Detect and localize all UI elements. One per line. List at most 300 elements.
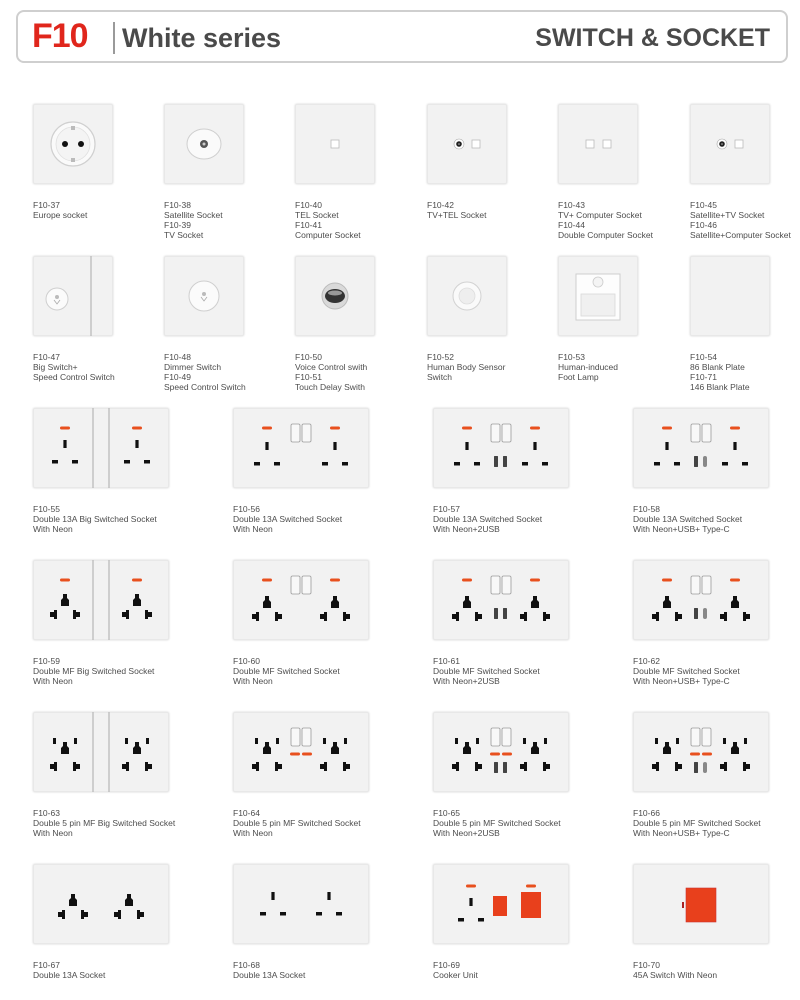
satellite-tv-socket-icon: [690, 104, 770, 184]
five-pin-slot: [73, 762, 80, 771]
product-code: F10-38: [164, 200, 191, 210]
product-description: Touch Delay Swith: [295, 382, 365, 392]
earth-pin-slot: [271, 892, 274, 900]
universal-earth-slot: [133, 594, 141, 606]
product-label: [433, 808, 561, 838]
five-pin-slot: [723, 738, 726, 744]
product-description: Double 5 pin MF Big Switched Socket: [33, 818, 176, 828]
universal-earth-slot: [69, 894, 77, 906]
five-pin-slot: [275, 762, 282, 771]
dimmer-switch-icon: [164, 256, 244, 336]
five-pin-earth-slot: [61, 742, 69, 754]
product-description: Voice Control swith: [295, 362, 368, 372]
product-label: [427, 352, 505, 382]
five-pin-earth-slot: [263, 742, 271, 754]
rocker-switch: [491, 576, 500, 594]
rj-jack: [735, 140, 743, 148]
universal-live-slot: [58, 910, 65, 919]
neon-indicator: [302, 753, 312, 756]
product-label: [164, 200, 223, 240]
product-label: [33, 200, 87, 220]
double-mf-big-switched-socket-icon: [33, 560, 169, 640]
rocker-switch: [702, 728, 711, 746]
live-pin-slot: [454, 462, 460, 466]
product-description: Double MF Big Switched Socket: [33, 666, 155, 676]
five-pin-slot: [74, 738, 77, 744]
rj-jack: [472, 140, 480, 148]
product-description: Europe socket: [33, 210, 88, 220]
neon-indicator: [530, 579, 540, 582]
product-description: Human Body Sensor: [427, 362, 506, 372]
product-code: F10-59: [33, 656, 60, 666]
rocker-switch: [291, 576, 300, 594]
rocker-switch: [702, 576, 711, 594]
product-description: 86 Blank Plate: [690, 362, 745, 372]
neon-indicator: [662, 427, 672, 430]
five-pin-slot: [523, 738, 526, 744]
product-code: F10-62: [633, 656, 660, 666]
product-code: F10-69: [433, 960, 460, 970]
five-pin-slot: [652, 762, 659, 771]
product-description: Double 13A Switched Socket: [633, 514, 743, 524]
universal-earth-slot: [125, 894, 133, 906]
product-description: F10-46: [690, 220, 717, 230]
neutral-pin-slot: [72, 460, 78, 464]
universal-earth-slot: [263, 596, 271, 608]
product-description: Human-induced: [558, 362, 619, 372]
usb-port: [503, 456, 507, 467]
earth-pin-slot: [533, 442, 536, 450]
five-pin-slot: [543, 762, 550, 771]
five-pin-earth-slot: [463, 742, 471, 754]
product-description: Switch: [427, 372, 453, 382]
double-5pin-mf-switched-socket-2usb-icon: [433, 712, 569, 792]
double-mf-switched-socket-icon: [233, 560, 369, 640]
type-c-port: [703, 456, 707, 467]
five-pin-slot: [743, 762, 750, 771]
five-pin-slot: [255, 738, 258, 744]
rocker-switch: [491, 424, 500, 442]
five-pin-slot: [676, 738, 679, 744]
product-code: F10-56: [233, 504, 260, 514]
product-description: Double MF Switched Socket: [433, 666, 540, 676]
universal-earth-slot: [531, 596, 539, 608]
europe-socket-icon: [33, 104, 113, 184]
live-pin-slot: [260, 912, 266, 916]
universal-neutral-slot: [145, 610, 152, 619]
neon-indicator: [330, 579, 340, 582]
live-pin-slot: [458, 918, 464, 922]
rocker-switch: [291, 424, 300, 442]
product-code: F10-55: [33, 504, 60, 514]
product-description: F10-39: [164, 220, 191, 230]
live-pin-slot: [322, 462, 328, 466]
product-description: With Neon: [33, 524, 73, 534]
rocker-switch: [302, 424, 311, 442]
neon-indicator: [290, 753, 300, 756]
neutral-pin-slot: [336, 912, 342, 916]
universal-live-slot: [122, 610, 129, 619]
double-pole-rocker: [686, 888, 716, 922]
earth-pin-slot: [135, 440, 138, 448]
usb-port: [494, 608, 498, 619]
product-code: F10-47: [33, 352, 60, 362]
product-description: With Neon+2USB: [433, 524, 500, 534]
product-label: [633, 504, 742, 534]
type-c-port: [703, 762, 707, 773]
product-label: [233, 504, 342, 534]
product-code: F10-67: [33, 960, 60, 970]
universal-neutral-slot: [343, 612, 350, 621]
live-pin-slot: [722, 462, 728, 466]
neon-indicator: [60, 427, 70, 430]
usb-port: [494, 456, 498, 467]
product-code: F10-45: [690, 200, 717, 210]
type-c-port: [703, 608, 707, 619]
universal-live-slot: [252, 612, 259, 621]
rj-jack: [586, 140, 594, 148]
product-label: [633, 808, 761, 838]
universal-live-slot: [520, 612, 527, 621]
cooker-rocker-small: [493, 896, 507, 916]
universal-neutral-slot: [475, 612, 482, 621]
universal-neutral-slot: [81, 910, 88, 919]
product-description: With Neon: [33, 676, 73, 686]
universal-neutral-slot: [275, 612, 282, 621]
neon-indicator: [490, 753, 500, 756]
product-description: Satellite+Computer Socket: [690, 230, 791, 240]
product-code: F10-70: [633, 960, 660, 970]
earth-clip: [71, 158, 75, 162]
neon-indicator: [682, 902, 684, 908]
pin-hole: [78, 141, 84, 147]
product-label: [233, 656, 340, 686]
five-pin-earth-slot: [133, 742, 141, 754]
usb-port: [694, 608, 698, 619]
rocker-switch: [491, 728, 500, 746]
body-sensor-switch-icon: [427, 256, 507, 336]
product-description: Double 13A Switched Socket: [233, 514, 343, 524]
product-label: [295, 352, 367, 392]
product-description: Double 13A Big Switched Socket: [33, 514, 157, 524]
five-pin-earth-slot: [663, 742, 671, 754]
neon-indicator: [132, 427, 142, 430]
product-code: F10-42: [427, 200, 454, 210]
product-label: [433, 960, 478, 980]
product-label: [690, 200, 791, 240]
header-divider: [113, 22, 115, 54]
usb-port: [503, 762, 507, 773]
product-description: Double 5 pin MF Switched Socket: [233, 818, 361, 828]
product-description: Double MF Switched Socket: [233, 666, 340, 676]
neon-indicator: [262, 427, 272, 430]
five-pin-slot: [344, 738, 347, 744]
rocker-switch: [691, 728, 700, 746]
neon-indicator: [502, 753, 512, 756]
series-name: White series: [122, 23, 282, 53]
earth-pin-slot: [465, 442, 468, 450]
product-description: F10-51: [295, 372, 322, 382]
product-label: [33, 808, 175, 838]
double-5pin-mf-switched-socket-icon: [233, 712, 369, 792]
product-description: Satellite Socket: [164, 210, 223, 220]
earth-pin-slot: [469, 898, 472, 906]
neon-indicator: [330, 427, 340, 430]
45a-switch-icon: [633, 864, 769, 944]
product-description: Double 13A Switched Socket: [433, 514, 543, 524]
usb-port: [494, 762, 498, 773]
usb-port: [694, 762, 698, 773]
blank-plate-icon: [690, 256, 770, 336]
double-13a-big-switched-socket-icon: [33, 408, 169, 488]
usb-port: [694, 456, 698, 467]
neutral-pin-slot: [274, 462, 280, 466]
product-description: F10-49: [164, 372, 191, 382]
five-pin-slot: [145, 762, 152, 771]
product-label: [558, 352, 618, 382]
neutral-pin-slot: [474, 462, 480, 466]
rocker-switch: [291, 728, 300, 746]
five-pin-slot: [520, 762, 527, 771]
product-label: [690, 352, 750, 392]
product-label: [233, 808, 361, 838]
product-description: Double 5 pin MF Switched Socket: [633, 818, 761, 828]
tv-computer-socket-icon: [558, 104, 638, 184]
product-description: 146 Blank Plate: [690, 382, 750, 392]
product-description: With Neon+2USB: [433, 828, 500, 838]
neon-indicator: [530, 427, 540, 430]
five-pin-slot: [720, 762, 727, 771]
neon-indicator: [132, 579, 142, 582]
rocker-switch: [502, 576, 511, 594]
product-code: F10-58: [633, 504, 660, 514]
pin-hole: [62, 141, 68, 147]
rocker-switch: [691, 576, 700, 594]
neon-indicator: [730, 427, 740, 430]
five-pin-slot: [655, 738, 658, 744]
earth-pin-slot: [327, 892, 330, 900]
double-mf-switched-socket-usb-typec-icon: [633, 560, 769, 640]
product-label: [233, 960, 305, 980]
universal-live-slot: [652, 612, 659, 621]
universal-neutral-slot: [137, 910, 144, 919]
universal-live-slot: [50, 610, 57, 619]
earth-pin-slot: [665, 442, 668, 450]
tel-socket-icon: [295, 104, 375, 184]
product-description: Speed Control Switch: [164, 382, 246, 392]
five-pin-slot: [475, 762, 482, 771]
five-pin-slot: [50, 762, 57, 771]
product-code: F10-63: [33, 808, 60, 818]
neutral-pin-slot: [342, 462, 348, 466]
earth-clip: [71, 126, 75, 130]
product-description: With Neon+USB+ Type-C: [633, 828, 730, 838]
product-code: F10-54: [690, 352, 717, 362]
neutral-pin-slot: [674, 462, 680, 466]
product-description: Double MF Switched Socket: [633, 666, 740, 676]
five-pin-slot: [276, 738, 279, 744]
product-description: TV+TEL Socket: [427, 210, 487, 220]
product-code: F10-61: [433, 656, 460, 666]
product-description: Speed Control Switch: [33, 372, 115, 382]
neon-indicator: [526, 885, 536, 888]
five-pin-slot: [146, 738, 149, 744]
five-pin-slot: [455, 738, 458, 744]
neutral-pin-slot: [280, 912, 286, 916]
product-description: With Neon+USB+ Type-C: [633, 676, 730, 686]
product-description: Double 5 pin MF Switched Socket: [433, 818, 561, 828]
five-pin-slot: [125, 738, 128, 744]
neon-indicator: [730, 579, 740, 582]
product-code: F10-37: [33, 200, 60, 210]
five-pin-slot: [252, 762, 259, 771]
earth-pin-slot: [265, 442, 268, 450]
five-pin-slot: [320, 762, 327, 771]
five-pin-slot: [675, 762, 682, 771]
lamp-sensor: [593, 277, 603, 287]
product-code: F10-65: [433, 808, 460, 818]
product-label: [633, 960, 717, 980]
double-universal-socket-icon: [33, 864, 169, 944]
cooker-unit-icon: [433, 864, 569, 944]
product-label: [33, 656, 154, 686]
usb-port: [503, 608, 507, 619]
product-code: F10-60: [233, 656, 260, 666]
five-pin-slot: [544, 738, 547, 744]
product-label: [33, 960, 105, 980]
neon-indicator: [462, 579, 472, 582]
universal-earth-slot: [61, 594, 69, 606]
universal-neutral-slot: [743, 612, 750, 621]
product-description: Double 13A Socket: [233, 970, 306, 980]
earth-pin-slot: [333, 442, 336, 450]
product-code: F10-64: [233, 808, 260, 818]
product-description: With Neon: [233, 828, 273, 838]
product-code: F10-50: [295, 352, 322, 362]
satellite-socket-icon: [164, 104, 244, 184]
product-description: 45A Switch With Neon: [633, 970, 718, 980]
five-pin-earth-slot: [531, 742, 539, 754]
product-description: Double Computer Socket: [558, 230, 653, 240]
five-pin-slot: [744, 738, 747, 744]
catalog-header: [16, 10, 788, 63]
product-description: Dimmer Switch: [164, 362, 222, 372]
cooker-rocker-large: [521, 892, 541, 918]
product-label: [633, 656, 740, 686]
product-label: [33, 504, 157, 534]
universal-neutral-slot: [73, 610, 80, 619]
neutral-pin-slot: [144, 460, 150, 464]
product-description: F10-44: [558, 220, 585, 230]
neon-indicator: [262, 579, 272, 582]
earth-pin-slot: [733, 442, 736, 450]
universal-earth-slot: [731, 596, 739, 608]
five-pin-slot: [53, 738, 56, 744]
rj-jack: [603, 140, 611, 148]
neutral-pin-slot: [542, 462, 548, 466]
universal-live-slot: [720, 612, 727, 621]
five-pin-slot: [122, 762, 129, 771]
product-code: F10-68: [233, 960, 260, 970]
neon-indicator: [466, 885, 476, 888]
product-description: Foot Lamp: [558, 372, 599, 382]
product-code: F10-43: [558, 200, 585, 210]
big-speed-control-switch-icon: [33, 256, 113, 336]
neutral-pin-slot: [742, 462, 748, 466]
voice-control-switch-icon: [295, 256, 375, 336]
product-label: [295, 200, 361, 240]
product-description: With Neon: [233, 676, 273, 686]
double-5pin-mf-big-switched-socket-icon: [33, 712, 169, 792]
double-13a-switched-socket-2usb-icon: [433, 408, 569, 488]
lamp-lens: [581, 294, 615, 316]
five-pin-slot: [323, 738, 326, 744]
universal-neutral-slot: [543, 612, 550, 621]
universal-neutral-slot: [675, 612, 682, 621]
universal-earth-slot: [331, 596, 339, 608]
product-description: With Neon+USB+ Type-C: [633, 524, 730, 534]
universal-live-slot: [320, 612, 327, 621]
product-description: TEL Socket: [295, 210, 339, 220]
neon-indicator: [702, 753, 712, 756]
live-pin-slot: [254, 462, 260, 466]
product-description: Double 13A Socket: [33, 970, 106, 980]
neon-indicator: [60, 579, 70, 582]
live-pin-slot: [522, 462, 528, 466]
five-pin-slot: [343, 762, 350, 771]
five-pin-earth-slot: [731, 742, 739, 754]
product-label: [433, 504, 542, 534]
product-label: [33, 352, 115, 382]
rocker-switch: [302, 728, 311, 746]
product-label: [558, 200, 653, 240]
foot-lamp-icon: [558, 256, 638, 336]
product-code: F10-52: [427, 352, 454, 362]
product-description: TV Socket: [164, 230, 204, 240]
series-code: F10: [32, 17, 88, 55]
earth-pin-slot: [63, 440, 66, 448]
product-description: Satellite+TV Socket: [690, 210, 765, 220]
rocker-switch: [691, 424, 700, 442]
neon-indicator: [462, 427, 472, 430]
product-code: F10-57: [433, 504, 460, 514]
five-pin-slot: [476, 738, 479, 744]
product-description: F10-41: [295, 220, 322, 230]
product-description: With Neon+2USB: [433, 676, 500, 686]
neon-indicator: [690, 753, 700, 756]
rocker-switch: [502, 728, 511, 746]
product-label: [433, 656, 540, 686]
rocker-switch: [702, 424, 711, 442]
product-description: Big Switch+: [33, 362, 78, 372]
product-description: With Neon: [33, 828, 73, 838]
product-description: TV+ Computer Socket: [558, 210, 642, 220]
tv-tel-socket-icon: [427, 104, 507, 184]
product-code: F10-53: [558, 352, 585, 362]
product-description: Computer Socket: [295, 230, 361, 240]
product-code: F10-48: [164, 352, 191, 362]
double-mf-switched-socket-2usb-icon: [433, 560, 569, 640]
product-description: F10-71: [690, 372, 717, 382]
product-label: [427, 200, 486, 220]
double-13a-socket-icon: [233, 864, 369, 944]
five-pin-slot: [452, 762, 459, 771]
universal-live-slot: [452, 612, 459, 621]
product-code: F10-40: [295, 200, 322, 210]
universal-earth-slot: [463, 596, 471, 608]
product-description: With Neon: [233, 524, 273, 534]
category-title: SWITCH & SOCKET: [535, 24, 770, 52]
